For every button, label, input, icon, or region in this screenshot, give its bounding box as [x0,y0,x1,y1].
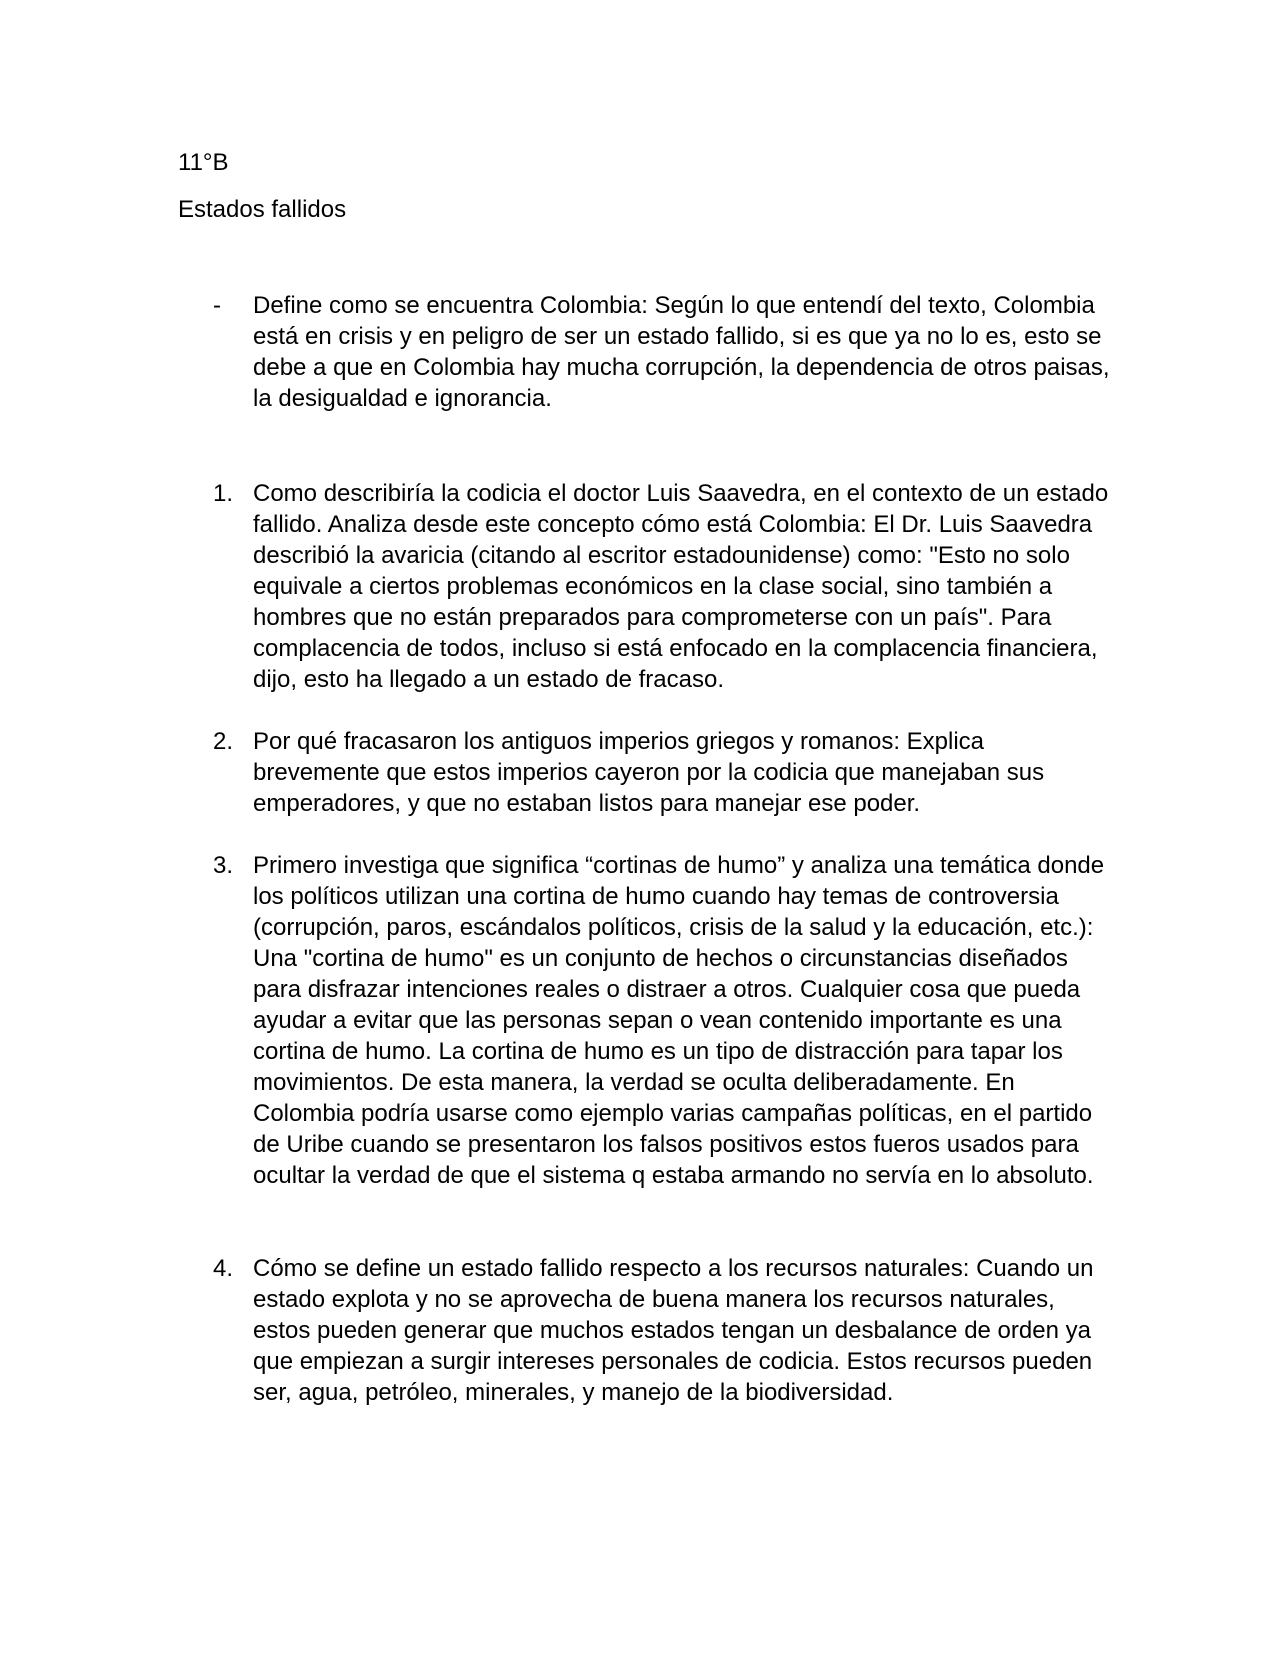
list-item-text: Cómo se define un estado fallido respecto a los recursos naturales: Cuando un estado explota y no se aprovecha de buena manera los recursos naturales, estos pueden generar que muchos estados tengan un desbalance de orden ya que empiezan a surgir intereses personales de codicia. Estos recursos pueden ser, agua, petróleo, minerales, y manejo de la biodiversidad. [253,1255,1094,1406]
list-marker: 1. [213,480,234,507]
list-marker: 4. [213,1255,234,1282]
list-item-text: Por qué fracasaron los antiguos imperios griegos y romanos: Explica brevemente que estos imperios cayeron por la codicia que manejaban sus emperadores, y que no estaban listos para manejar ese poder. [253,728,1045,817]
list-marker: 3. [213,852,234,879]
list-marker: 2. [213,728,234,755]
list-item-text: Como describiría la codicia el doctor Luis Saavedra, en el contexto de un estado fallido. Analiza desde este concepto cómo está Colombia: El Dr. Luis Saavedra describió la avaricia (citando al escritor estadounidense) como: "Esto no solo equivale a ciertos problemas económicos en la clase social, sino también a hombres que no están preparados para comprometerse con un país". Para complacencia de todos, incluso si está enfocado en la complacencia financiera, dijo, esto ha llegado a un estado de fracaso. [253,480,1109,693]
grade-label: 11°B [178,149,229,176]
list-item-text: Define como se encuentra Colombia: Según lo que entendí del texto, Colombia está en crisis y en peligro de ser un estado fallido, si es que ya no lo es, esto se debe a que en Colombia hay mucha corrupción, la dependencia de otros paisas, la desigualdad e ignorancia. [253,292,1110,412]
list-item-text: Primero investiga que significa “cortinas de humo” y analiza una temática donde los políticos utilizan una cortina de humo cuando hay temas de controversia (corrupción, paros, escándalos políticos, crisis de la salud y la educación, etc.): Una "cortina de humo" es un conjunto de hechos o circunstancias diseñados para disfrazar intenciones reales o distraer a otros. Cualquier cosa que pueda ayudar a evitar que las personas sepan o vean contenido importante es una cortina de humo. La cortina de humo es un tipo de distracción para tapar los movimientos. De esta manera, la verdad se oculta deliberadamente. En Colombia podría usarse como ejemplo varias campañas políticas, en el partido de Uribe cuando se presentaron los falsos positivos estos fueros usados para ocultar la verdad de que el sistema q estaba armando no servía en lo absoluto. [253,852,1105,1189]
list-marker: - [213,292,221,319]
document-title: Estados fallidos [178,196,347,223]
